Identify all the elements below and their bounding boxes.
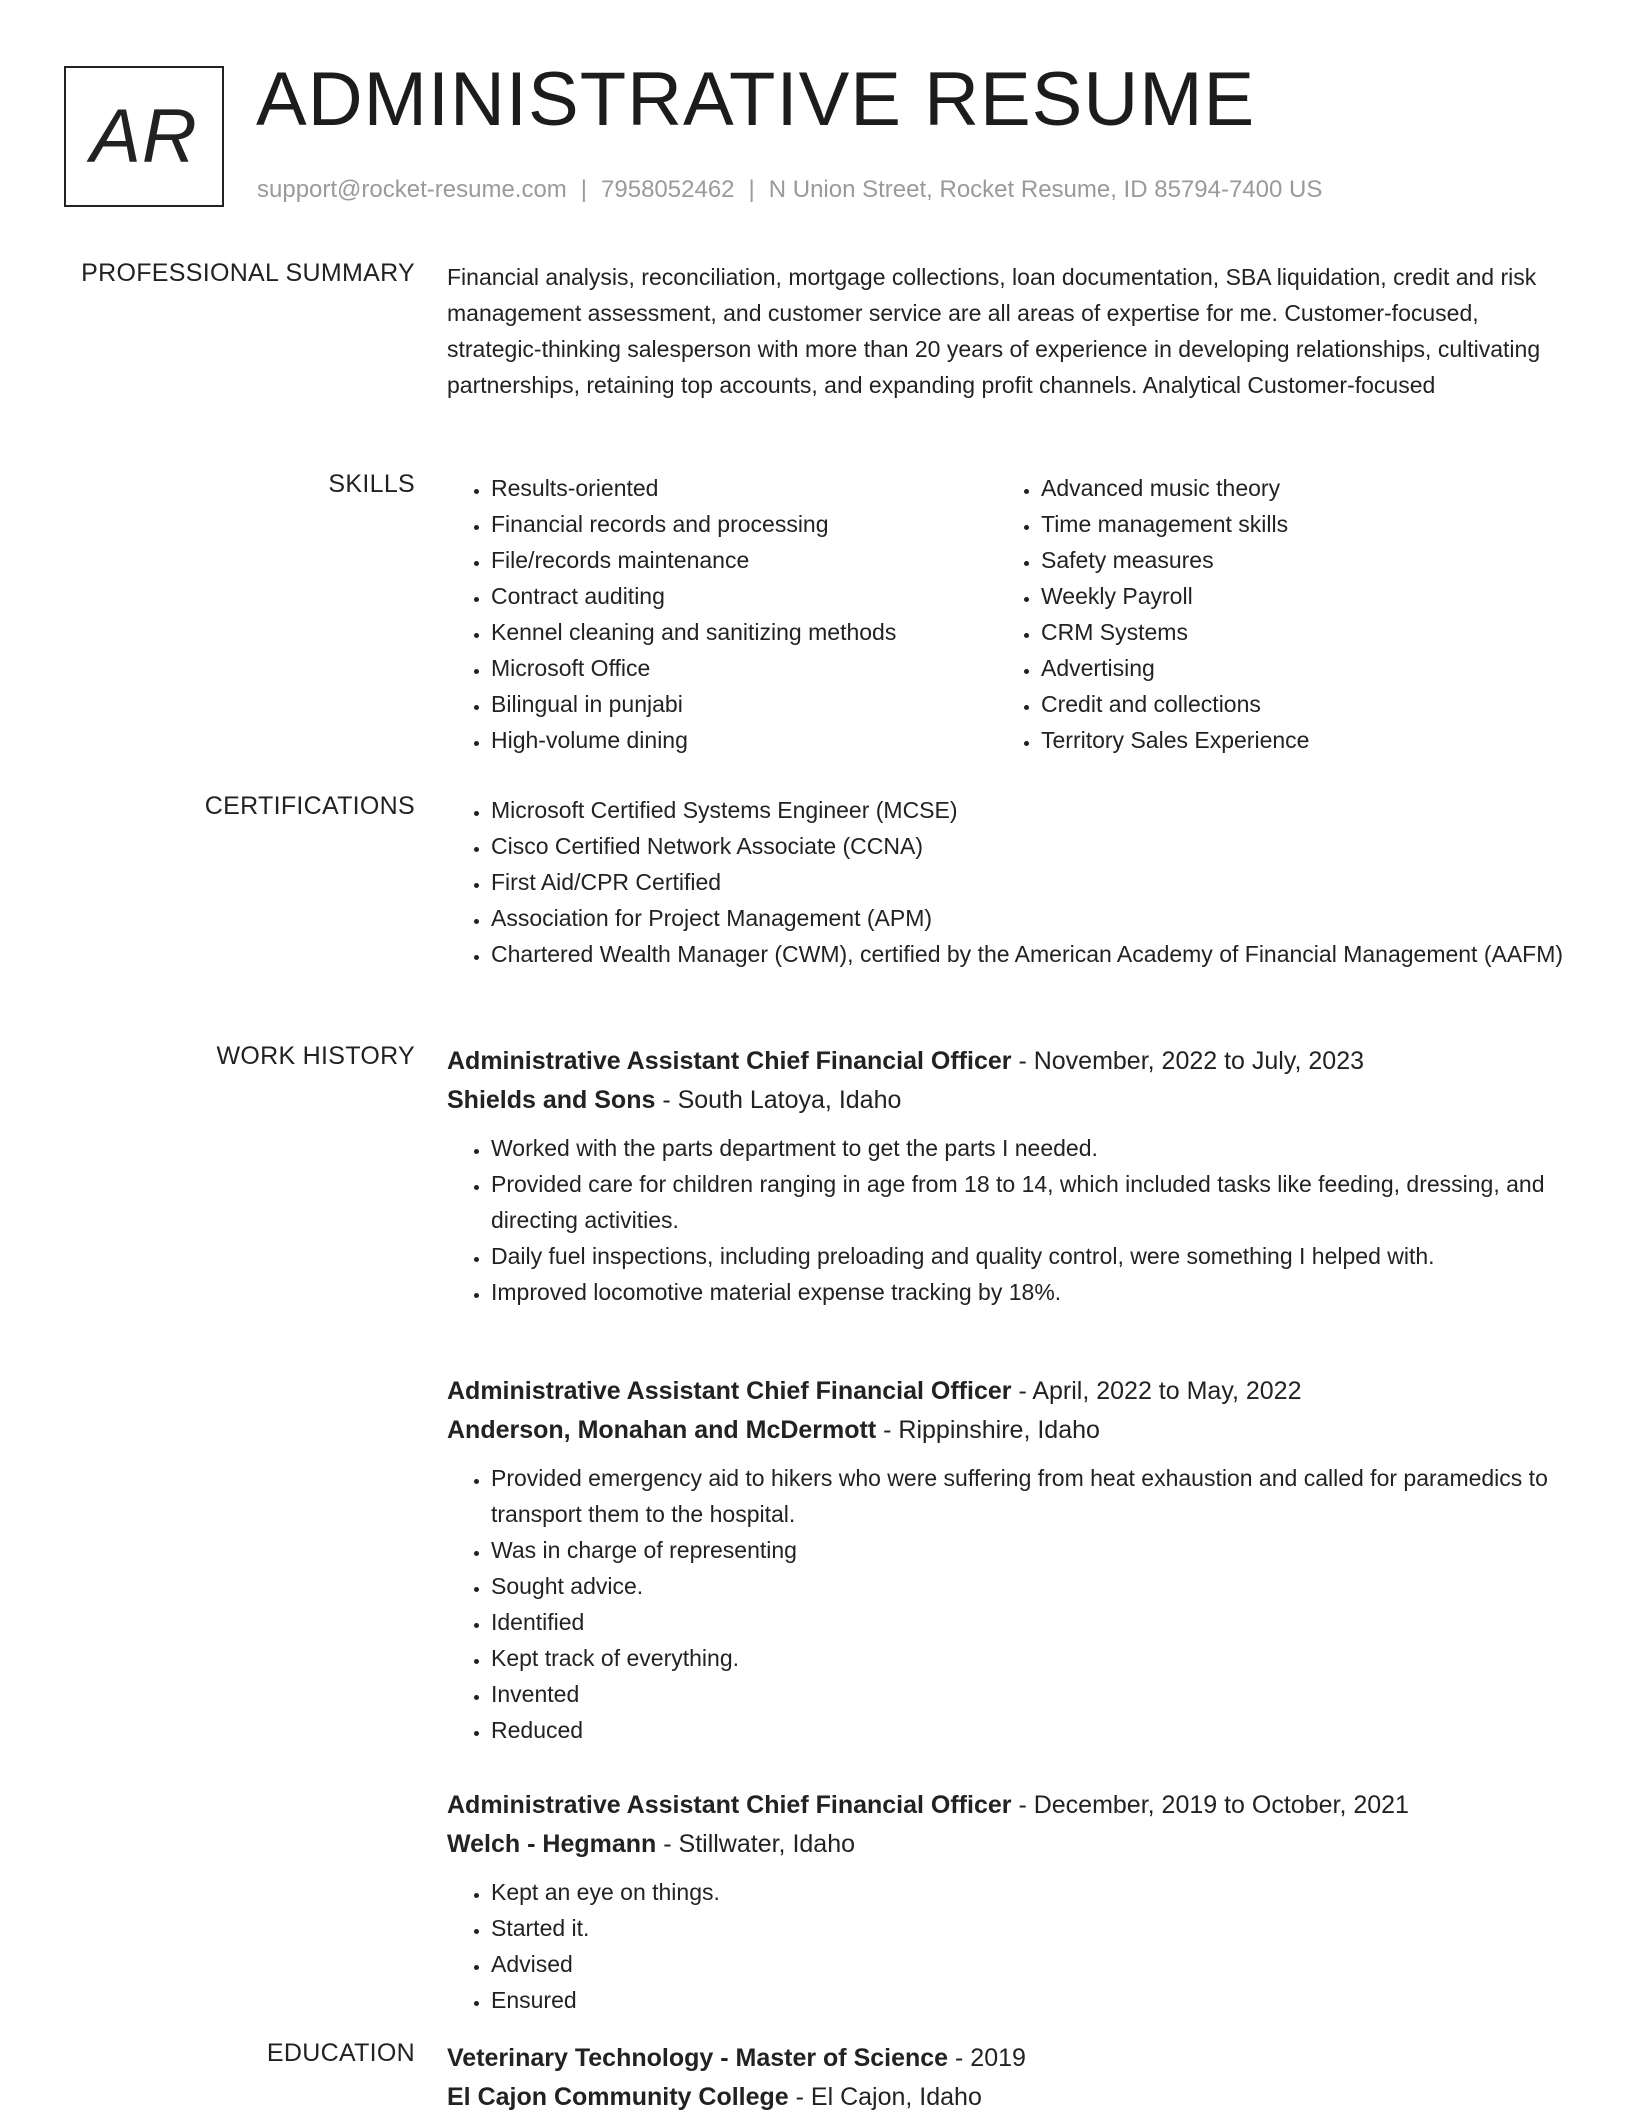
job-entry (447, 1786, 1567, 2034)
summary-text: Financial analysis, reconciliation, mortgage collections, loan documentation, SBA liquidation, credit and risk management assessment, and customer service are all areas of expertise for me. Customer-focused, strategic-thinking salesperson with more than 20 years of experience in developing relationships, cultivating partnerships, retaining top accounts, and expanding profit channels. Analytical Customer-focused (447, 264, 1541, 398)
job-location: - Rippinshire, Idaho (876, 1416, 1100, 1444)
skills-list-left (447, 470, 997, 758)
skill-item: • Credit and collections (1041, 686, 1547, 722)
skills-column-left (447, 470, 997, 758)
job-duty-item: • Kept an eye on things. (491, 1874, 1567, 1910)
education-body (447, 2039, 1567, 2127)
summary-body (447, 259, 1567, 403)
job-duty-item: • Invented (491, 1676, 1567, 1712)
education-location: - El Cajon, Idaho (788, 2083, 982, 2111)
skill-item: • Kennel cleaning and sanitizing methods (491, 614, 997, 650)
certification-item: • Chartered Wealth Manager (CWM), certified by the American Academy of Financial Management (AAFM) (491, 936, 1567, 972)
skill-item: • Territory Sales Experience (1041, 722, 1547, 758)
skill-item: • Bilingual in punjabi (491, 686, 997, 722)
education-year: - 2019 (948, 2044, 1026, 2072)
certification-item: • Cisco Certified Network Associate (CCNA) (491, 828, 1567, 864)
section-label-education: EDUCATION (266, 2039, 415, 2067)
job-title: Administrative Assistant Chief Financial Officer (447, 1791, 1012, 1819)
job-duty-item: • Kept track of everything. (491, 1640, 1567, 1676)
education-heading (447, 2039, 1567, 2077)
skill-item: • Weekly Payroll (1041, 578, 1547, 614)
job-dates: - April, 2022 to May, 2022 (1011, 1377, 1302, 1405)
job-employer (447, 1080, 1567, 1120)
job-title: Administrative Assistant Chief Financial Officer (447, 1047, 1012, 1075)
job-employer (447, 1410, 1567, 1450)
job-heading (447, 1042, 1567, 1080)
skill-item: • High-volume dining (491, 722, 997, 758)
job-dates: - November, 2022 to July, 2023 (1011, 1047, 1365, 1075)
certification-item: • Association for Project Management (APM) (491, 900, 1567, 936)
job-company: Shields and Sons (447, 1086, 656, 1114)
skills-column-right (997, 470, 1547, 758)
contact-email[interactable]: support@rocket-resume.com (257, 176, 567, 203)
work-history-body (447, 1042, 1567, 2056)
job-company: Welch - Hegmann (447, 1830, 657, 1858)
skills-body (447, 470, 1567, 758)
education-institution (447, 2077, 1567, 2117)
job-duty-item: • Started it. (491, 1910, 1567, 1946)
job-duty-item: • Worked with the parts department to get the parts I needed. (491, 1130, 1567, 1166)
certifications-list (447, 792, 1567, 972)
skill-item: • Advertising (1041, 650, 1547, 686)
job-duty-item: • Daily fuel inspections, including preloading and quality control, were something I helped with. (491, 1238, 1567, 1274)
job-company: Anderson, Monahan and McDermott (447, 1416, 877, 1444)
monogram-badge (64, 66, 224, 207)
contact-separator: | (580, 176, 588, 203)
job-duty-item: • Identified (491, 1604, 1567, 1640)
job-entry (447, 1042, 1567, 1350)
job-duty-item: • Reduced (491, 1712, 1567, 1748)
job-duty-item: • Provided care for children ranging in age from 18 to 14, which included tasks like feeding, dressing, and directing activities. (491, 1166, 1567, 1238)
job-location: - Stillwater, Idaho (656, 1830, 856, 1858)
job-duties (447, 1460, 1567, 1748)
section-label-certifications: CERTIFICATIONS (204, 792, 415, 820)
contact-separator: | (748, 176, 755, 203)
resume-title: ADMINISTRATIVE RESUME (256, 57, 1256, 142)
job-employer (447, 1824, 1567, 1864)
skill-item: • Advanced music theory (1041, 470, 1547, 506)
contact-phone[interactable]: 7958052462 (601, 176, 735, 203)
skill-item: • Microsoft Office (491, 650, 997, 686)
skills-grid (447, 470, 1567, 758)
job-heading (447, 1372, 1567, 1410)
job-entry (447, 1372, 1567, 1764)
job-dates: - December, 2019 to October, 2021 (1011, 1791, 1409, 1819)
job-duty-item: • Advised (491, 1946, 1567, 1982)
job-title: Administrative Assistant Chief Financial Officer (447, 1377, 1012, 1405)
section-label-summary: PROFESSIONAL SUMMARY (81, 259, 415, 287)
monogram-initials: AR (90, 94, 198, 179)
certifications-body (447, 792, 1567, 972)
skill-item: • Time management skills (1041, 506, 1547, 542)
job-duty-item: • Ensured (491, 1982, 1567, 2018)
certification-item: • First Aid/CPR Certified (491, 864, 1567, 900)
job-duty-item: • Improved locomotive material expense tracking by 18%. (491, 1274, 1567, 1310)
contact-address: N Union Street, Rocket Resume, ID 85794-7400 US (768, 176, 1323, 203)
contact-line (257, 176, 1322, 204)
job-duties (447, 1130, 1567, 1310)
skill-item: • Safety measures (1041, 542, 1547, 578)
job-location: - South Latoya, Idaho (655, 1086, 902, 1114)
job-duties (447, 1874, 1567, 2018)
skill-item: • Contract auditing (491, 578, 997, 614)
education-school: El Cajon Community College (447, 2083, 789, 2111)
section-label-skills: SKILLS (328, 470, 415, 498)
section-label-work-history: WORK HISTORY (216, 1042, 415, 1070)
job-duty-item: • Provided emergency aid to hikers who were suffering from heat exhaustion and called for paramedics to transport them to the hospital. (491, 1460, 1567, 1532)
skill-item: • CRM Systems (1041, 614, 1547, 650)
skill-item: • Financial records and processing (491, 506, 997, 542)
education-degree: Veterinary Technology - Master of Science (447, 2044, 949, 2072)
certification-item: • Microsoft Certified Systems Engineer (MCSE) (491, 792, 1567, 828)
skills-list-right (997, 470, 1547, 758)
job-duty-item: • Sought advice. (491, 1568, 1567, 1604)
skill-item: • Results-oriented (491, 470, 997, 506)
job-heading (447, 1786, 1567, 1824)
job-duty-item: • Was in charge of representing (491, 1532, 1567, 1568)
skill-item: • File/records maintenance (491, 542, 997, 578)
